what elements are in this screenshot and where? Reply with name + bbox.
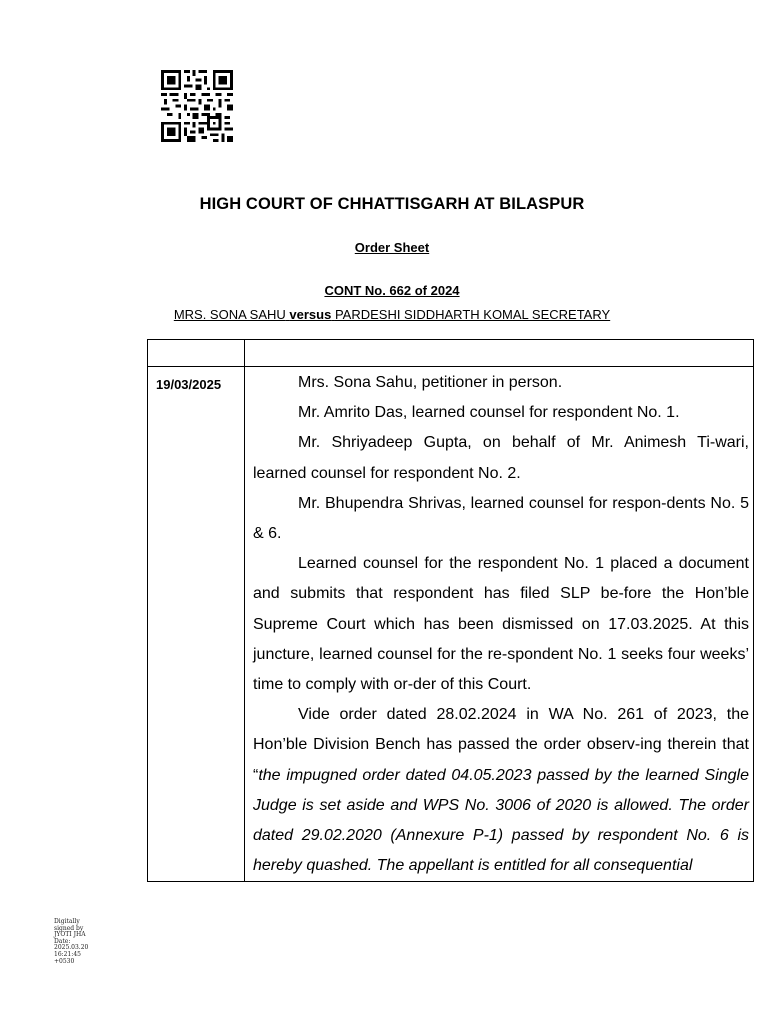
order-table <box>147 339 754 882</box>
order-paragraph: Mrs. Sona Sahu, petitioner in person. <box>298 374 563 391</box>
blank-body-cell <box>245 340 754 367</box>
stamp-line: JYOTI JHA <box>54 931 86 939</box>
digital-signature-stamp <box>54 919 104 965</box>
order-date-cell <box>148 367 245 882</box>
order-paragraph-last <box>253 700 749 881</box>
qr-code <box>161 70 233 142</box>
stamp-line: 16:21:45 <box>54 950 81 958</box>
blank-date-cell <box>148 340 245 367</box>
order-row <box>148 367 754 882</box>
petitioner-name: MRS. SONA SAHU <box>173 307 286 322</box>
stamp-line: +0530 <box>54 957 75 965</box>
court-title: HIGH COURT OF CHHATTISGARH AT BILASPUR <box>199 195 585 213</box>
stamp-line: Date: <box>54 937 71 945</box>
order-paragraph-plain: Vide order dated 28.02.2024 in WA No. 261 of 2023, the Hon’ble Division Bench has passed the order observ-ing therein that “ <box>253 706 749 784</box>
order-paragraph: Mr. Amrito Das, learned counsel for respondent No. 1. <box>298 404 680 422</box>
order-paragraph: Mr. Bhupendra Shrivas, learned counsel for respon-dents No. 5 & 6. <box>253 494 749 543</box>
stamp-line: 2025.03.20 <box>54 944 89 952</box>
respondent-name: PARDESHI SIDDHARTH KOMAL SECRETARY <box>334 307 611 322</box>
order-text-cell <box>245 367 754 882</box>
order-sheet-heading: Order Sheet <box>354 240 430 255</box>
order-paragraph: Mr. Shriyadeep Gupta, on behalf of Mr. Animesh Ti-wari, learned counsel for respondent No. 2. <box>253 434 749 482</box>
order-date: 19/03/2025 <box>156 377 222 392</box>
order-text <box>253 367 749 881</box>
case-number: CONT No. 662 of 2024 <box>324 283 460 298</box>
order-paragraph: Learned counsel for the respondent No. 1 placed a document and submits that respondent has filed SLP be-fore the Hon’ble Supreme Court which has been dismissed on 17.03.2025. At this juncture, learned counsel for the re-spondent No. 1 seeks four weeks’ time to comply with or-der of this Court. <box>253 555 749 694</box>
table-header-row <box>148 340 754 367</box>
versus-label: versus <box>289 307 332 322</box>
stamp-line: signed by <box>54 924 84 932</box>
quoted-order-text: the impugned order dated 04.05.2023 passed by the learned Single Judge is set aside and WPS No. 3006 of 2020 is allowed. The order dated 29.02.2020 (Annexure P-1) passed by respondent No. 6 is hereby quashed. The appellant is entitled for all consequential <box>253 766 749 875</box>
case-parties <box>0 307 784 322</box>
stamp-line: Digitally <box>54 918 80 925</box>
